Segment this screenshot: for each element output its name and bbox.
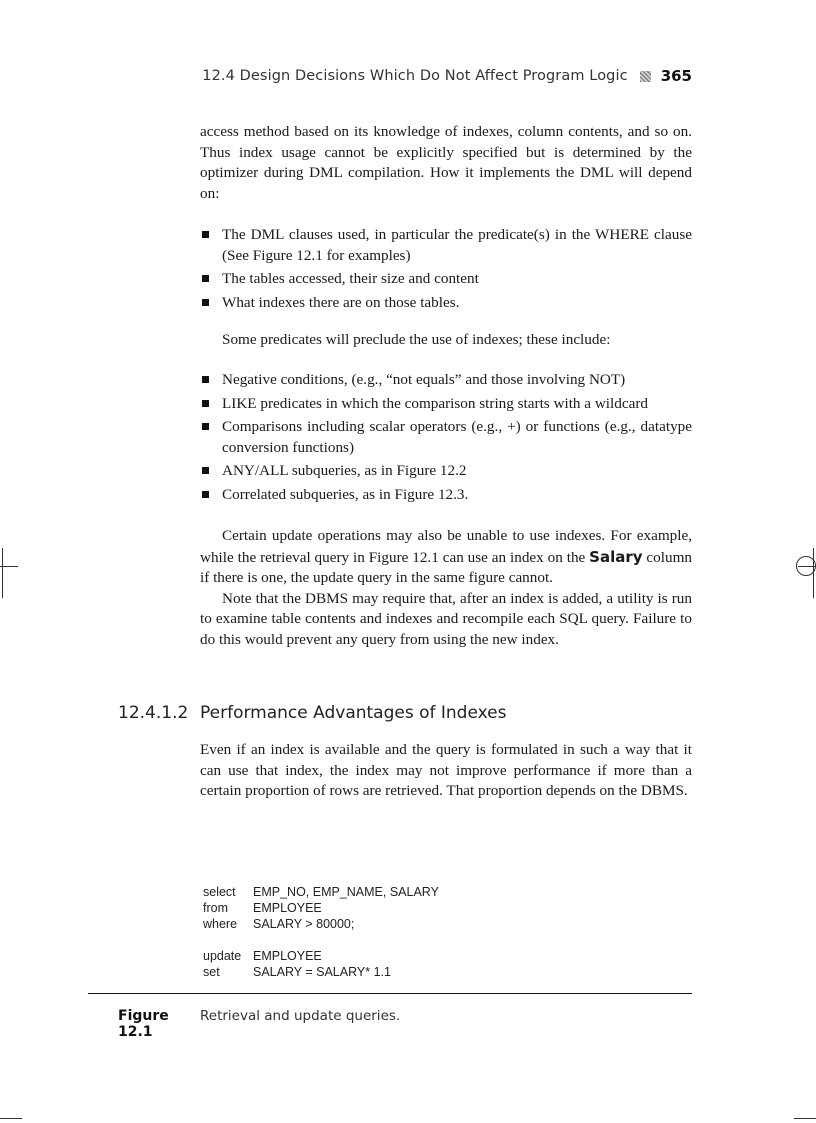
square-bullet-icon <box>202 231 209 238</box>
page-number: 365 <box>660 67 692 85</box>
list-item: Correlated subqueries, as in Figure 12.3. <box>200 485 692 506</box>
paragraph-text: Note that the DBMS may require that, after an index is added, a utility is run to examine table contents and indexes and recompile each SQL query. Failure to do this would prevent any query from using the new index. <box>200 589 692 648</box>
caption-text: Retrieval and update queries. <box>200 1008 401 1024</box>
list-item: What indexes there are on those tables. <box>200 293 692 314</box>
registration-circle-icon <box>796 556 816 576</box>
square-bullet-icon <box>202 467 209 474</box>
paragraph-performance <box>200 740 692 802</box>
square-bullet-icon <box>202 376 209 383</box>
crop-mark-left <box>2 548 3 598</box>
code-line: set SALARY = SALARY* 1.1 <box>203 965 391 979</box>
hatched-square-icon <box>640 71 651 82</box>
paragraph-text: access method based on its knowledge of indexes, column contents, and so on. Thus index usage cannot be explicitly specified but is determined by the optimizer during DML compilation. How it implements the DML will depend on: <box>200 123 692 202</box>
figure-rule <box>88 993 692 994</box>
running-head <box>200 64 692 88</box>
paragraph-text: Certain update operations may also be unable to use indexes. For example, while the retrieval query in Figure 12.1 can use an index on the Salary column if there is one, the update query in the same figure cannot. <box>200 527 692 586</box>
list-item: Negative conditions, (e.g., “not equals” and those involving NOT) <box>200 370 692 391</box>
predicates-intro: Some predicates will preclude the use of indexes; these include: <box>222 331 611 348</box>
crop-mark-bottom-right <box>794 1118 816 1119</box>
square-bullet-icon <box>202 400 209 407</box>
crop-mark-left-tick <box>0 566 18 567</box>
section-number: 12.4.1.2 <box>118 703 189 723</box>
code-line: from EMPLOYEE <box>203 901 322 915</box>
square-bullet-icon <box>202 275 209 282</box>
list-item: Comparisons including scalar operators (e.g., +) or functions (e.g., datatype conversion functions) <box>200 417 692 458</box>
square-bullet-icon <box>202 299 209 306</box>
running-head-title: 12.4 Design Decisions Which Do Not Affect Program Logic <box>202 68 628 84</box>
sql-code-figure <box>203 884 439 980</box>
dml-factors-list <box>200 225 692 316</box>
predicates-list <box>200 370 692 508</box>
code-line: update EMPLOYEE <box>203 949 322 963</box>
column-name: Salary <box>589 547 643 566</box>
code-line: where SALARY > 80000; <box>203 917 355 931</box>
list-item: LIKE predicates in which the comparison string starts with a wildcard <box>200 394 692 415</box>
list-item: The tables accessed, their size and content <box>200 269 692 290</box>
paragraph-update-operations <box>200 526 692 650</box>
section-heading <box>118 703 698 723</box>
figure-caption <box>118 1008 400 1040</box>
square-bullet-icon <box>202 423 209 430</box>
code-line: select EMP_NO, EMP_NAME, SALARY <box>203 885 439 899</box>
square-bullet-icon <box>202 491 209 498</box>
list-item: ANY/ALL subqueries, as in Figure 12.2 <box>200 461 692 482</box>
list-item: The DML clauses used, in particular the predicate(s) in the WHERE clause (See Figure 12.1 for examples) <box>200 225 692 266</box>
paragraph-access-method <box>200 122 692 204</box>
paragraph-text: Even if an index is available and the query is formulated in such a way that it can use that index, the index may not improve performance if more than a certain proportion of rows are retrieved. That proportion depends on the DBMS. <box>200 741 692 799</box>
caption-label: Figure 12.1 <box>118 1008 169 1040</box>
crop-mark-bottom-left <box>0 1118 22 1119</box>
section-title: Performance Advantages of Indexes <box>200 703 507 723</box>
